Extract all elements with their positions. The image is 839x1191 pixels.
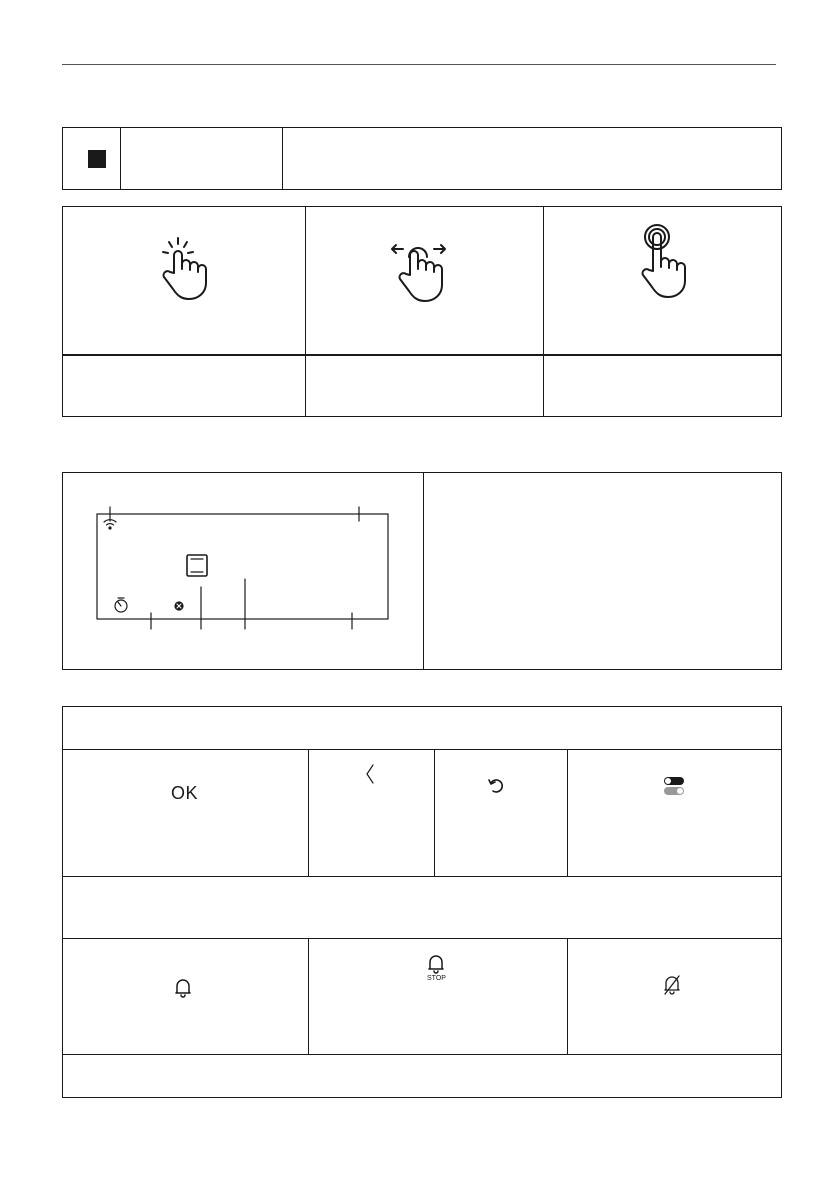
bell-off-icon	[663, 974, 681, 996]
top-rule	[62, 64, 776, 65]
chevron-left-icon	[365, 763, 375, 785]
timer-icon	[115, 598, 127, 612]
bell-icon	[174, 978, 192, 998]
toggle-icon	[663, 775, 685, 797]
stop-key-table	[62, 127, 782, 190]
swipe-finger-icon	[389, 235, 449, 303]
oven-icon	[187, 555, 207, 576]
bell-stop-label: STOP	[427, 975, 446, 982]
cancel-icon	[175, 602, 183, 610]
display-diagram	[93, 505, 393, 635]
touch-hold-finger-icon	[637, 223, 689, 299]
buttons-table	[62, 706, 782, 1098]
gesture-table	[62, 206, 782, 417]
ok-button-label: OK	[171, 783, 199, 803]
bell-stop-icon	[427, 954, 445, 974]
stop-square-icon	[88, 150, 106, 168]
tap-finger-icon	[158, 235, 210, 301]
display-diagram-table	[62, 472, 782, 670]
undo-icon	[487, 777, 505, 795]
